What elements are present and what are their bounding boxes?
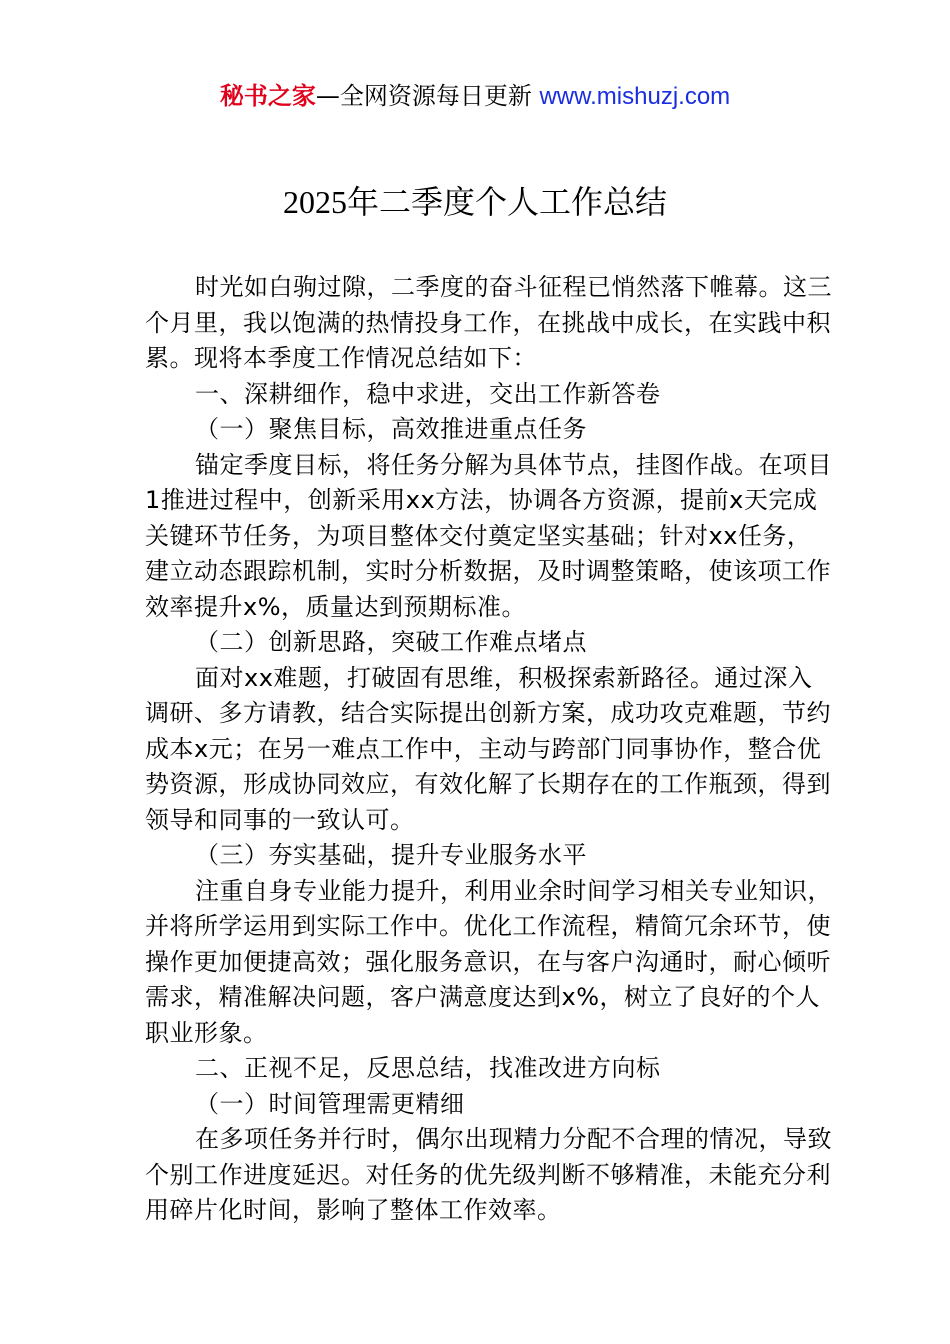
body-paragraph: 注重自身专业能力提升，利用业余时间学习相关专业知识，并将所学运用到实际工作中。优化工作流程，精简冗余环节，使操作更加便捷高效；强化服务意识，在与客户沟通时，耐心倾听需求，精准解决问题，客户满意度达到x%，树立了良好的个人职业形象。: [145, 876, 832, 1047]
subsection-heading-2-1: （一）时间管理需更精细: [195, 1089, 465, 1118]
subsection-heading-1-2: （二）创新思路，突破工作难点堵点: [195, 628, 587, 656]
subsection-heading-1-3: （三）夯实基础，提升专业服务水平: [195, 841, 587, 869]
intro-paragraph: 时光如白驹过隙，二季度的奋斗征程已悄然落下帷幕。这三个月里，我以饱满的热情投身工作，在挑战中成长，在实践中积累。现将本季度工作情况总结如下：: [145, 273, 832, 372]
site-banner: [0, 80, 950, 113]
body-paragraph: 锚定季度目标，将任务分解为具体节点，挂图作战。在项目1推进过程中，创新采用xx方法，协调各方资源，提前x天完成关键环节任务，为项目整体交付奠定坚实基础；针对xx任务，建立动态跟踪机制，实时分析数据，及时调整策略，使该项工作效率提升x%，质量达到预期标准。: [145, 450, 832, 621]
banner-brand: 秘书之家: [219, 82, 316, 110]
body-paragraph: 面对xx难题，打破固有思维，积极探索新路径。通过深入调研、多方请教，结合实际提出创新方案，成功攻克难题，节约成本x元；在另一难点工作中，主动与跨部门同事协作，整合优势资源，形成协同效应，有效化解了长期存在的工作瓶颈，得到领导和同事的一致认可。: [145, 663, 831, 834]
banner-slogan: —全网资源每日更新: [315, 82, 540, 110]
section-heading-1: 一、深耕细作，稳中求进，交出工作新答卷: [195, 379, 661, 408]
document-title: 2025年二季度个人工作总结: [282, 184, 667, 220]
document-body: [145, 270, 835, 1229]
body-paragraph: 在多项任务并行时，偶尔出现精力分配不合理的情况，导致个别工作进度延迟。对任务的优先级判断不够精准，未能充分利用碎片化时间，影响了整体工作效率。: [145, 1125, 832, 1224]
section-heading-2: 二、正视不足，反思总结，找准改进方向标: [195, 1054, 661, 1082]
subsection-heading-1-1: （一）聚焦目标，高效推进重点任务: [195, 415, 587, 443]
banner-url-link[interactable]: www.mishuzj.com: [539, 83, 731, 110]
